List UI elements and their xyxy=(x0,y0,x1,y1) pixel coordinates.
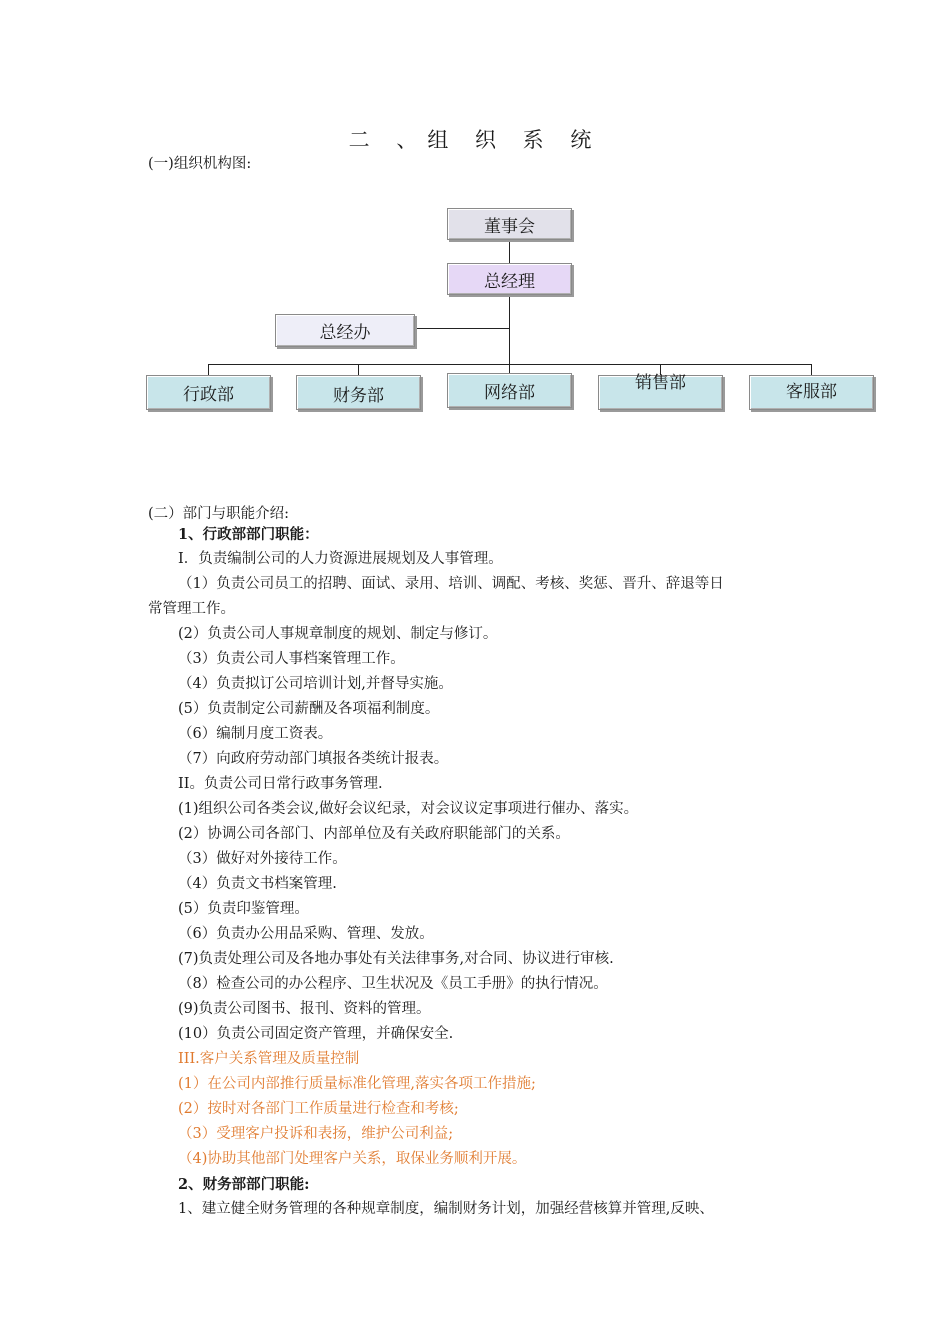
text-line: （8）检查公司的办公程序、卫生状况及《员工手册》的执行情况。 xyxy=(178,976,608,992)
text-line: （3）做好对外接待工作。 xyxy=(178,851,347,867)
text-line: (9)负责公司图书、报刊、资料的管理。 xyxy=(178,1001,431,1017)
text-line: (2）负责公司人事规章制度的规划、制定与修订。 xyxy=(178,626,498,642)
connector-board-gm xyxy=(509,240,510,263)
text-line: （6）负责办公用品采购、管理、发放。 xyxy=(178,926,434,942)
text-line-highlight: (2）按时对各部门工作质量进行检查和考核; xyxy=(178,1101,459,1117)
text-line: (5）负责印鉴管理。 xyxy=(178,901,309,917)
text-line-highlight: （3）受理客户投诉和表扬，维护公司利益; xyxy=(178,1126,454,1142)
org-box-finance-dept: 财务部 xyxy=(296,375,421,410)
text-line: II。负责公司日常行政事务管理. xyxy=(178,776,383,792)
text-line: （3）负责公司人事档案管理工作。 xyxy=(178,651,405,667)
text-line: (7)负责处理公司及各地办事处有关法律事务,对合同、协议进行审核. xyxy=(178,951,614,967)
text-line: （4）负责文书档案管理. xyxy=(178,876,337,892)
text-line: (2）协调公司各部门、内部单位及有关政府职能部门的关系。 xyxy=(178,826,570,842)
text-line: 常管理工作。 xyxy=(148,601,235,617)
heading-finance-dept: 2、财务部部门职能: xyxy=(178,1176,310,1193)
text-line: （4）负责拟订公司培训计划,并督导实施。 xyxy=(178,676,453,692)
connector-office xyxy=(415,328,510,329)
org-box-general-manager: 总经理 xyxy=(447,263,572,295)
text-line-highlight: (1）在公司内部推行质量标准化管理,落实各项工作措施; xyxy=(178,1076,536,1092)
section-dept-heading: (二）部门与职能介绍: xyxy=(148,506,290,522)
org-box-board: 董事会 xyxy=(447,208,572,240)
text-line: （1）负责公司员工的招聘、面试、录用、培训、调配、考核、奖惩、晋升、辞退等日 xyxy=(178,576,724,592)
org-box-gm-office: 总经办 xyxy=(275,314,415,347)
text-line: （6）编制月度工资表。 xyxy=(178,726,333,742)
text-line: (10）负责公司固定资产管理，并确保安全. xyxy=(178,1026,454,1042)
org-box-admin-dept: 行政部 xyxy=(146,375,271,410)
text-line: (5）负责制定公司薪酬及各项福利制度。 xyxy=(178,701,440,717)
org-box-network-dept: 网络部 xyxy=(447,373,572,408)
text-line: (1)组织公司各类会议,做好会议纪录，对会议议定事项进行催办、落实。 xyxy=(178,801,639,817)
text-line: 1、建立健全财务管理的各种规章制度，编制财务计划，加强经营核算并管理,反映、 xyxy=(178,1201,714,1217)
page-title: 二 、组 织 系 统 xyxy=(348,128,602,152)
connector-dept-bus xyxy=(208,364,812,365)
heading-admin-dept: 1、行政部部门职能： xyxy=(178,526,319,543)
text-line-highlight: III.客户关系管理及质量控制 xyxy=(178,1051,360,1067)
org-box-sales-dept: 销售部 xyxy=(598,375,723,410)
org-box-service-dept: 客服部 xyxy=(749,375,874,410)
text-line-highlight: （4)协助其他部门处理客户关系，取保业务顺利开展。 xyxy=(178,1151,527,1167)
connector-gm-trunk xyxy=(509,295,510,365)
section-org-chart-heading: (一)组织机构图: xyxy=(148,156,252,172)
text-line: （7）向政府劳动部门填报各类统计报表。 xyxy=(178,751,449,767)
text-line: I．负责编制公司的人力资源进展规划及人事管理。 xyxy=(178,551,503,567)
